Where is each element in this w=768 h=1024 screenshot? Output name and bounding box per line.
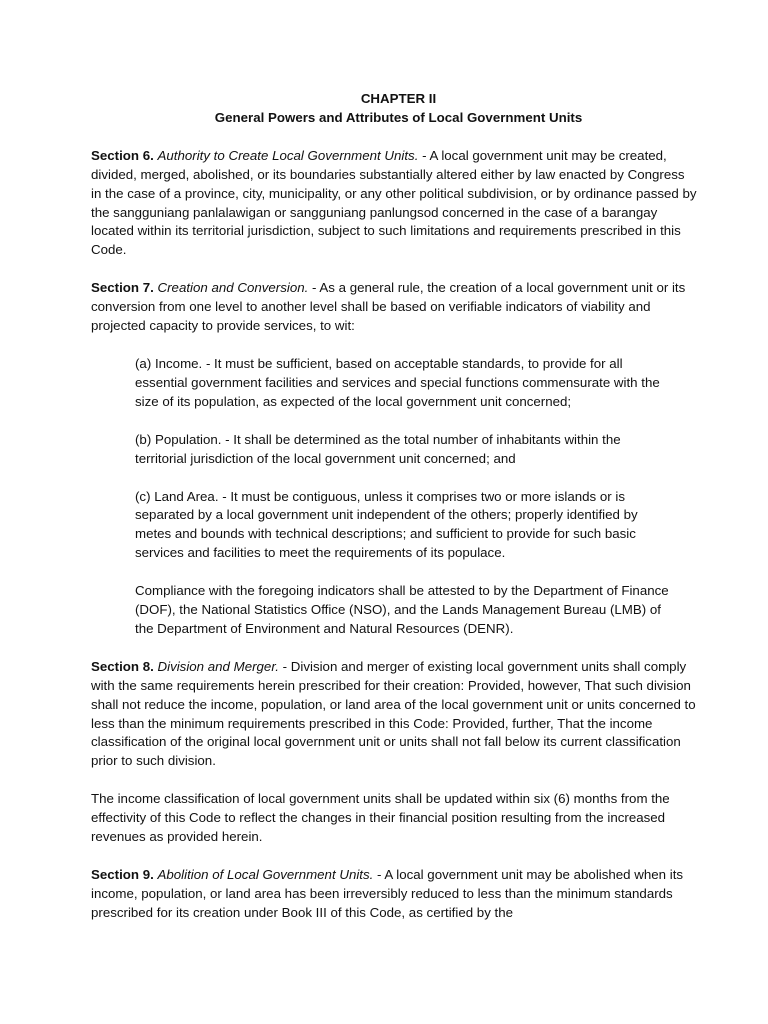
section-9-number: Section 9.: [91, 867, 154, 882]
section-6-paragraph: [91, 147, 698, 260]
chapter-number: CHAPTER II: [360, 91, 437, 106]
section-7-paragraph: [91, 279, 698, 336]
section-9-paragraph: [91, 866, 698, 923]
section-8-followup: The income classification of local government units shall be updated within six (6) months from the effectivity of this Code to reflect the changes in their financial position resulting from the increased revenues as provided herein.: [91, 791, 670, 845]
chapter-title: General Powers and Attributes of Local Government Units: [214, 109, 583, 125]
section-7-body: - As a general rule, the creation of a local government unit or its conversion from one level to another level shall be based on verifiable indicators of viability and projected capacity to provide services, to wit:: [91, 280, 686, 334]
section-8-number: Section 8.: [91, 658, 154, 674]
section-7-number: Section 7.: [91, 280, 154, 296]
section-7-compliance: Compliance with the foregoing indicators shall be attested to by the Department of Finance (DOF), the National Statistics Office (NSO), and the Lands Management Bureau (LMB) of the Department of Environment and Natural Resources (DENR).: [135, 583, 669, 636]
section-7-item-population: (b) Population. - It shall be determined as the total number of inhabitants within the territorial jurisdiction of the local government unit concerned; and: [135, 431, 621, 466]
section-8-paragraph: [91, 658, 698, 771]
section-9-body: - A local government unit may be abolished when its income, population, or land area has been irreversibly reduced to less than the minimum standards prescribed for its creation under Book III of this Code, as certified by the: [91, 867, 684, 920]
section-6-title: Authority to Create Local Government Units.: [157, 147, 419, 163]
section-7-title: Creation and Conversion.: [157, 280, 309, 296]
section-8-body: - Division and merger of existing local government units shall comply with the same requirements herein prescribed for their creation: Provided, however, That such division shall not reduce the income, population, or land area of the local government unit or units concerned to less than the minimum requirements prescribed in this Code: Provided, further, That the income classification of the original local government unit or units shall not fall below its current classification prior to such division.: [91, 658, 696, 769]
section-8-title: Division and Merger.: [157, 658, 279, 674]
section-9-title: Abolition of Local Government Units.: [157, 867, 374, 882]
section-6-number: Section 6.: [91, 147, 154, 163]
section-7-item-income: (a) Income. - It must be sufficient, based on acceptable standards, to provide for all essential government facilities and services and special functions commensurate with the size of its population, as expected of the local government unit concerned;: [135, 355, 660, 409]
section-7-item-land-area: (c) Land Area. - It must be contiguous, unless it comprises two or more islands or is separated by a local government unit independent of the others; properly identified by metes and bounds with technical descriptions; and sufficient to provide for such basic services and facilities to meet the requirements of its populace.: [135, 488, 638, 561]
section-6-body: - A local government unit may be created, divided, merged, abolished, or its boundaries substantially altered either by law enacted by Congress in the case of a province, city, municipality, or any other political subdivision, or by ordinance passed by the sangguniang panlalawigan or sangguniang panlungsod concerned in the case of a barangay located within its territorial jurisdiction, subject to such limitations and requirements prescribed in this Code.: [91, 147, 697, 258]
